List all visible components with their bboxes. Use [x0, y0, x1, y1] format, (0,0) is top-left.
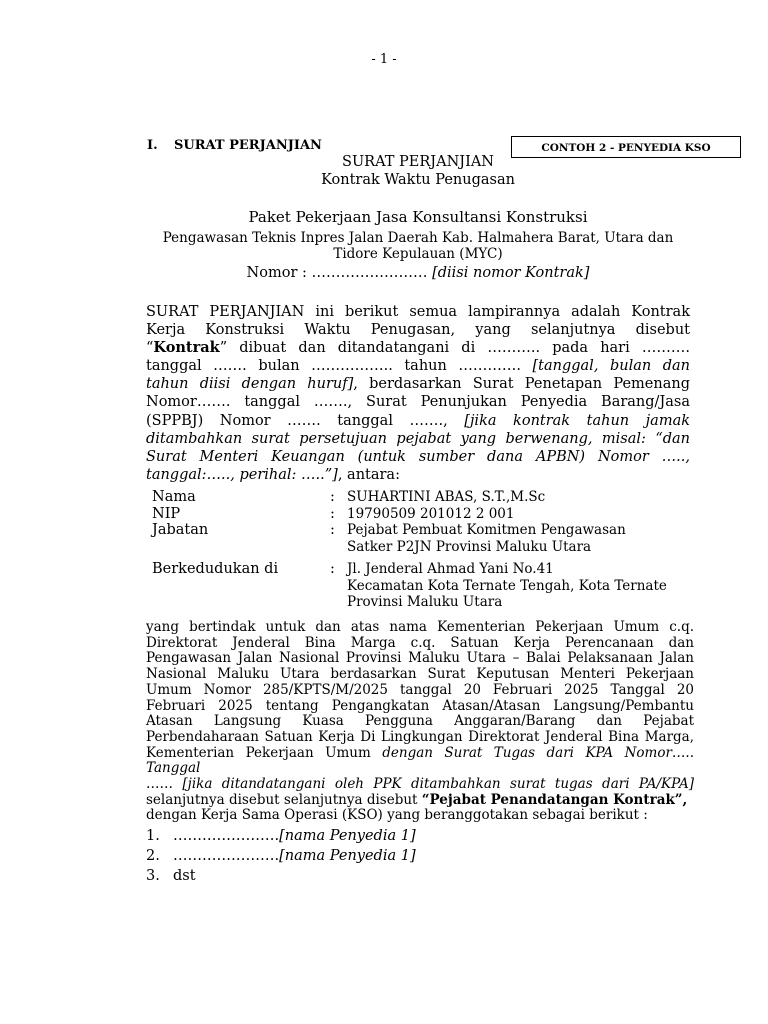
info-row-alamat: Berkedudukan di : Jl. Jenderal Ahmad Yani No.41 Kecamatan Kota Ternate Tengah, Kota Ternate Provinsi Maluku Utara: [152, 561, 692, 611]
jabatan-value: Pejabat Pembuat Komitmen Pengawasan Satker P2JN Provinsi Maluku Utara: [347, 522, 626, 555]
para-line: Nasional Maluku Utara berdasarkan Surat Keputusan Menteri Pekerjaan: [146, 666, 694, 683]
para-line: Kementerian Pekerjaan Umum dengan Surat Tugas dari KPA Nomor….. Tanggal: [146, 744, 694, 777]
page-number: - 1 -: [371, 52, 397, 67]
list-item: 3. dst: [146, 868, 196, 884]
para-line: (SPPBJ) Nomor ……. tanggal ……., [jika kontrak tahun jamak: [146, 412, 690, 429]
para-line: SURAT PERJANJIAN ini berikut semua lampirannya adalah Kontrak: [146, 304, 690, 320]
para-line: Surat Menteri Keuangan (untuk sumber dana APBN) Nomor …..,: [146, 448, 690, 465]
para-line: Atasan Langsung Kuasa Pengguna Anggaran/Barang dan Pejabat: [146, 713, 694, 730]
package-name-line2: Tidore Kepulauan (MYC): [333, 246, 503, 262]
nomor-hint: [diisi nomor Kontrak]: [432, 265, 590, 281]
doc-subtitle: Kontrak Waktu Penugasan: [321, 172, 515, 188]
package-title: Paket Pekerjaan Jasa Konsultansi Konstruksi: [248, 208, 588, 226]
party-info-table: [152, 489, 692, 611]
para-line: tanggal:….., perihal: …..”], antara:: [146, 466, 400, 483]
para-line: tanggal ……. bulan …………….. tahun …………. [tanggal, bulan dan: [146, 358, 690, 375]
para-line: Direktorat Jenderal Bina Marga c.q. Satuan Kerja Perencanaan dan: [146, 634, 694, 651]
list-item: 1. ………………….[nama Penyedia 1]: [146, 828, 416, 844]
para-line: Pengawasan Jalan Nasional Provinsi Maluku Utara – Balai Pelaksanaan Jalan: [146, 650, 694, 667]
para-line: tahun diisi dengan huruf], berdasarkan Surat Penetapan Pemenang: [146, 376, 690, 393]
section-title: SURAT PERJANJIAN: [174, 138, 322, 153]
para-line: selanjutnya disebut selanjutnya disebut “Pejabat Penandatangan Kontrak”,: [146, 791, 688, 808]
para-line: ditambahkan surat persetujuan pejabat yang berwenang, misal: “dan: [146, 430, 690, 447]
member-list: [146, 826, 416, 886]
para-line: “Kontrak” dibuat dan ditandatangani di ……….. pada hari ……….: [146, 339, 690, 357]
nama-value: SUHARTINI ABAS, S.T.,M.Sc: [347, 489, 546, 505]
contoh-label-box: CONTOH 2 - PENYEDIA KSO: [511, 136, 741, 158]
package-name: [146, 230, 690, 262]
list-item: 2. ………………….[nama Penyedia 1]: [146, 848, 416, 864]
nip-value: 19790509 201012 2 001: [347, 505, 515, 522]
section-number: I.: [147, 138, 158, 153]
info-row-nip: NIP : 19790509 201012 2 001: [152, 506, 692, 523]
info-row-jabatan: Jabatan : Pejabat Pembuat Komitmen Pengawasan Satker P2JN Provinsi Maluku Utara: [152, 522, 692, 555]
doc-title: SURAT PERJANJIAN: [342, 154, 494, 170]
para-line: …… [jika ditandatangani oleh PPK ditambahkan surat tugas dari PA/KPA]: [146, 776, 694, 793]
nomor-label: Nomor : ……………………: [246, 265, 428, 281]
info-row-nama: Nama : SUHARTINI ABAS, S.T.,M.Sc: [152, 489, 692, 506]
para-line: Nomor……. tanggal ……., Surat Penunjukan Penyedia Barang/Jasa: [146, 394, 690, 411]
para-line: Perbendaharaan Satuan Kerja Di Lingkungan Direktorat Jenderal Bina Marga,: [146, 728, 694, 745]
alamat-value: Jl. Jenderal Ahmad Yani No.41 Kecamatan Kota Ternate Tengah, Kota Ternate Provinsi Maluku Utara: [347, 561, 667, 610]
contract-number: [0, 265, 768, 281]
pejabat-term: “Pejabat Penandatangan Kontrak”,: [421, 791, 688, 808]
para-line: Februari 2025 tentang Pengangkatan Atasan/Atasan Langsung/Pembantu: [146, 697, 694, 714]
opening-paragraph: [146, 303, 690, 484]
section-heading: [147, 138, 322, 153]
kontrak-term: Kontrak: [153, 339, 220, 357]
authority-paragraph: [146, 620, 694, 824]
para-line: Umum Nomor 285/KPTS/M/2025 tanggal 20 Februari 2025 Tanggal 20: [146, 681, 694, 698]
package-name-line1: Pengawasan Teknis Inpres Jalan Daerah Kab. Halmahera Barat, Utara dan: [162, 230, 674, 246]
para-line: yang bertindak untuk dan atas nama Kementerian Pekerjaan Umum c.q.: [146, 619, 694, 635]
para-line: dengan Kerja Sama Operasi (KSO) yang beranggotakan sebagai berikut :: [146, 807, 648, 824]
para-line: Kerja Konstruksi Waktu Penugasan, yang selanjutnya disebut: [146, 322, 690, 339]
